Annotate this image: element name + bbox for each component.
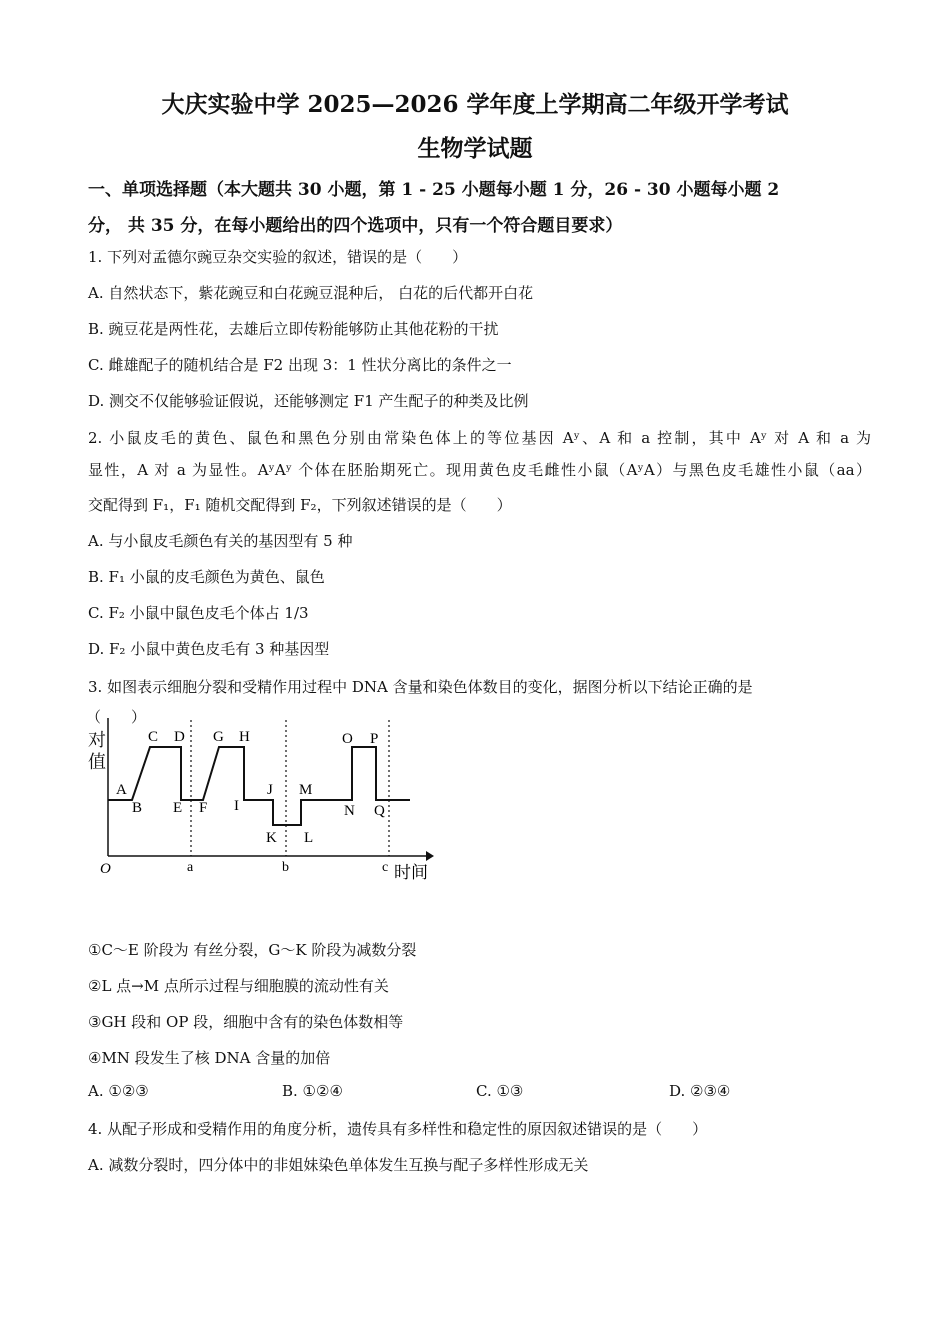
- q3-option-d: D. ②③④: [669, 1082, 731, 1100]
- q2-option-b: B. F₁ 小鼠的皮毛颜色为黄色、鼠色: [88, 568, 325, 586]
- point-c: C: [148, 729, 159, 745]
- q2-stem-line1: 2. 小鼠皮毛的黄色、鼠色和黑色分别由常染色体上的等位基因 Aʸ、A 和 a 控制，其中 Aʸ 对 A 和 a 为: [88, 429, 871, 447]
- point-m: M: [299, 782, 313, 798]
- q3-option-b: B. ①②④: [282, 1082, 343, 1100]
- q2-option-c: C. F₂ 小鼠中鼠色皮毛个体占 1/3: [88, 604, 309, 622]
- point-j: J: [267, 782, 273, 798]
- q1-option-a: A. 自然状态下，紫花豌豆和白花豌豆混种后， 白花的后代都开白花: [88, 284, 534, 302]
- section-heading-line1: 一、单项选择题（本大题共 30 小题，第 1 - 25 小题每小题 1 分，26 - 30 小题每小题 2: [88, 180, 780, 200]
- x-axis-arrow: [426, 851, 434, 861]
- point-a: A: [116, 782, 127, 798]
- q2-stem-line3: 交配得到 F₁，F₁ 随机交配得到 F₂，下列叙述错误的是（ ）: [88, 496, 512, 514]
- exam-subtitle: 生物学试题: [417, 135, 533, 162]
- exam-title: 大庆实验中学 2025—2026 学年度上学期高二年级开学考试: [161, 91, 789, 118]
- section-heading-line2: 分， 共 35 分，在每小题给出的四个选项中，只有一个符合题目要求）: [88, 216, 623, 236]
- x-axis-label: 时间: [394, 863, 428, 882]
- q1-option-c: C. 雌雄配子的随机结合是 F2 出现 3：1 性状分离比的条件之一: [88, 356, 512, 374]
- point-k: K: [266, 830, 277, 846]
- q4-stem: 4. 从配子形成和受精作用的角度分析，遗传具有多样性和稳定性的原因叙述错误的是（ ）: [88, 1120, 708, 1138]
- q3-stem-line1: 3. 如图表示细胞分裂和受精作用过程中 DNA 含量和染色体数目的变化，据图分析以下结论正确的是: [88, 678, 753, 696]
- q3-statement-1: ①C～E 阶段为 有丝分裂，G～K 阶段为减数分裂: [88, 941, 417, 959]
- x-tick-c: c: [382, 860, 389, 875]
- q3-option-a: A. ①②③: [88, 1082, 149, 1100]
- q3-option-c: C. ①③: [476, 1082, 524, 1100]
- dna-chromosome-figure: [84, 712, 444, 884]
- point-q: Q: [374, 803, 385, 819]
- q1-option-b: B. 豌豆花是两性花，去雄后立即传粉能够防止其他花粉的干扰: [88, 320, 499, 338]
- q1-option-d: D. 测交不仅能够验证假说，还能够测定 F1 产生配子的种类及比例: [88, 392, 529, 410]
- q4-option-a: A. 减数分裂时，四分体中的非姐妹染色单体发生互换与配子多样性形成无关: [88, 1156, 589, 1174]
- point-o: O: [342, 731, 353, 747]
- value-curve: [108, 747, 410, 825]
- point-h: H: [239, 729, 250, 745]
- point-i: I: [234, 798, 239, 814]
- y-axis-label-2: 值: [88, 752, 106, 772]
- q3-statement-2: ②L 点→M 点所示过程与细胞膜的流动性有关: [88, 977, 389, 995]
- point-b: B: [132, 800, 143, 816]
- q1-stem: 1. 下列对孟德尔豌豆杂交实验的叙述，错误的是（ ）: [88, 248, 468, 266]
- q3-statement-3: ③GH 段和 OP 段，细胞中含有的染色体数相等: [88, 1013, 404, 1031]
- point-d: D: [174, 729, 185, 745]
- q2-stem-line2: 显性，A 对 a 为显性。AʸAʸ 个体在胚胎期死亡。现用黄色皮毛雌性小鼠（AʸA）与黑色皮毛雄性小鼠（aa）: [88, 461, 871, 479]
- y-axis-label-1: 对: [88, 730, 106, 750]
- x-tick-a: a: [187, 860, 194, 875]
- point-e: E: [173, 800, 183, 816]
- point-n: N: [344, 803, 355, 819]
- q3-stem-line2: （ ）: [86, 708, 147, 726]
- x-tick-b: b: [282, 860, 289, 875]
- q2-option-a: A. 与小鼠皮毛颜色有关的基因型有 5 种: [88, 532, 353, 550]
- point-l: L: [304, 830, 314, 846]
- origin-label: O: [100, 861, 111, 877]
- q3-statement-4: ④MN 段发生了核 DNA 含量的加倍: [88, 1049, 331, 1067]
- point-f: F: [199, 800, 208, 816]
- q2-option-d: D. F₂ 小鼠中黄色皮毛有 3 种基因型: [88, 640, 330, 658]
- point-p: P: [370, 731, 379, 747]
- point-g: G: [213, 729, 224, 745]
